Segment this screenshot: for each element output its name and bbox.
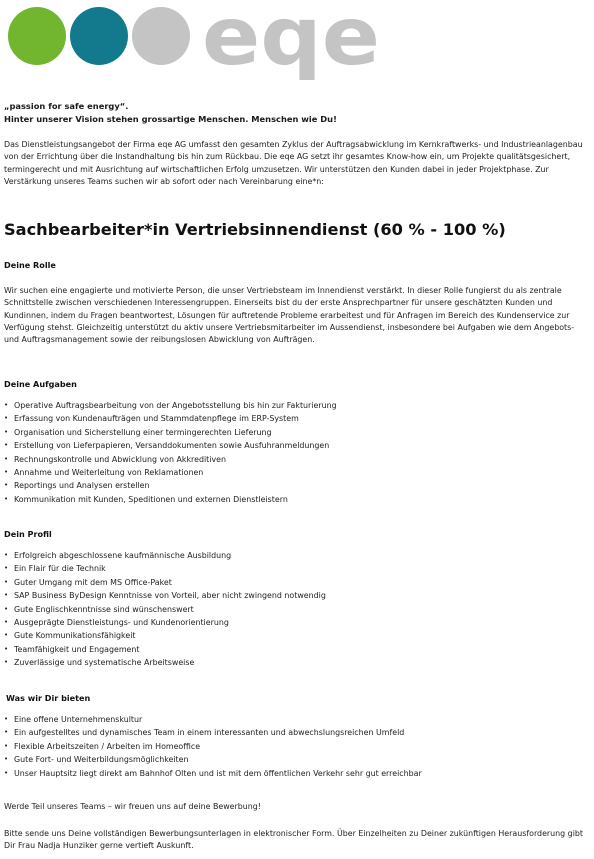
- tagline: [4, 100, 590, 125]
- list-item: • Operative Auftragsbearbeitung von der Angebotsstellung bis hin zur Fakturierung: [4, 399, 590, 412]
- role-heading: Deine Rolle: [4, 260, 56, 270]
- profile-list: [4, 549, 590, 670]
- logo-green-circle: [8, 7, 66, 65]
- job-title: Sachbearbeiter*in Vertriebsinnendienst (60 % - 100 %): [4, 220, 506, 239]
- role-paragraph: Wir suchen eine engagierte und motivierte Person, die unser Vertriebsteam im Innendienst verstärkt. In dieser Rolle fungierst du als zentrale Schnittstelle zwischen verschiedenen Interessengruppen. Einerseits bist du der erste Ansprechpartner für unsere geschätzten Kunden und Kundinnen, indem du Fragen beantwortest, Lösungen für auftretende Probleme erarbeitest und für Anfragen im Bereich des Kundenservice zur Verfügung stehst. Gleichzeitig unterstützt du aktiv unsere Vertriebsmitarbeiter im Aussendienst, insbesondere bei Aufgaben wie dem Angebots- und Auftragsmanagement sowie der reibungslosen Abwicklung von Aufträgen.: [4, 286, 575, 345]
- contact-paragraph: Bitte sende uns Deine vollständigen Bewerbungsunterlagen in elektronischer Form. Über Einzelheiten zu Deiner zukünftigen Herausforderung gibt Dir Frau Nadja Hunziker gerne vertieft Auskunft.: [4, 829, 583, 851]
- tagline-line-1: „passion for safe energy“.: [4, 101, 129, 111]
- offer-heading: Was wir Dir bieten: [6, 693, 91, 703]
- tasks-list: [4, 399, 590, 506]
- list-item: • Gute Kommunikationsfähigkeit: [4, 629, 590, 642]
- tagline-line-2: Hinter unserer Vision stehen grossartige Menschen. Menschen wie Du!: [4, 113, 337, 124]
- logo-grey-circle: [132, 7, 190, 65]
- list-item: • Annahme und Weiterleitung von Reklamationen: [4, 466, 590, 479]
- list-item: • Erfolgreich abgeschlossene kaufmännische Ausbildung: [4, 549, 590, 562]
- list-item: • Eine offene Unternehmenskultur: [4, 713, 590, 726]
- list-item: • Gute Englischkenntnisse sind wünschenswert: [4, 603, 590, 616]
- profile-heading: Dein Profil: [4, 529, 52, 539]
- list-item: • Kommunikation mit Kunden, Speditionen und externen Dienstleistern: [4, 493, 590, 506]
- list-item: • Gute Fort- und Weiterbildungsmöglichkeiten: [4, 753, 590, 766]
- list-item: • Organisation und Sicherstellung einer termingerechten Lieferung: [4, 426, 590, 439]
- list-item: • Ein Flair für die Technik: [4, 562, 590, 575]
- eqe-logo: [4, 0, 384, 80]
- list-item: • Erstellung von Lieferpapieren, Versanddokumenten sowie Ausfuhranmeldungen: [4, 439, 590, 452]
- offer-list: [4, 713, 590, 780]
- list-item: • Ein aufgestelltes und dynamisches Team in einem interessanten und abwechslungsreichen Umfeld: [4, 726, 590, 739]
- intro-paragraph: Das Dienstleistungsangebot der Firma eqe AG umfasst den gesamten Zyklus der Auftragsabwicklung im Kernkraftwerks- und Industrieanlagenbau von der Errichtung über die Instandhaltung bis hin zum Rückbau. Die eqe AG setzt ihr gesamtes Know-how ein, um Projekte qualitätsgesichert, termingerecht und mit Ausrichtung auf wirtschaftlichen Erfolg umzusetzen. Wir unterstützen den Kunden dabei in jeder Projektphase. Zur Verstärkung unseres Teams suchen wir ab sofort oder nach Vereinbarung eine*n:: [4, 140, 583, 186]
- list-item: • Flexible Arbeitszeiten / Arbeiten im Homeoffice: [4, 740, 590, 753]
- list-item: • SAP Business ByDesign Kenntnisse von Vorteil, aber nicht zwingend notwendig: [4, 589, 590, 602]
- list-item: • Erfassung von Kundenaufträgen und Stammdatenpflege im ERP-System: [4, 412, 590, 425]
- list-item: • Ausgeprägte Dienstleistungs- und Kundenorientierung: [4, 616, 590, 629]
- logo-teal-circle: [70, 7, 128, 65]
- list-item: • Unser Hauptsitz liegt direkt am Bahnhof Olten und ist mit dem öffentlichen Verkehr sehr gut erreichbar: [4, 767, 590, 780]
- logo-wordmark: eqe: [202, 0, 380, 80]
- list-item: • Rechnungskontrolle und Abwicklung von Akkreditiven: [4, 453, 590, 466]
- list-item: • Reportings und Analysen erstellen: [4, 479, 590, 492]
- list-item: • Zuverlässige und systematische Arbeitsweise: [4, 656, 590, 669]
- closing-line: Werde Teil unseres Teams – wir freuen uns auf deine Bewerbung!: [4, 802, 261, 811]
- list-item: • Teamfähigkeit und Engagement: [4, 643, 590, 656]
- tasks-heading: Deine Aufgaben: [4, 379, 77, 389]
- list-item: • Guter Umgang mit dem MS Office-Paket: [4, 576, 590, 589]
